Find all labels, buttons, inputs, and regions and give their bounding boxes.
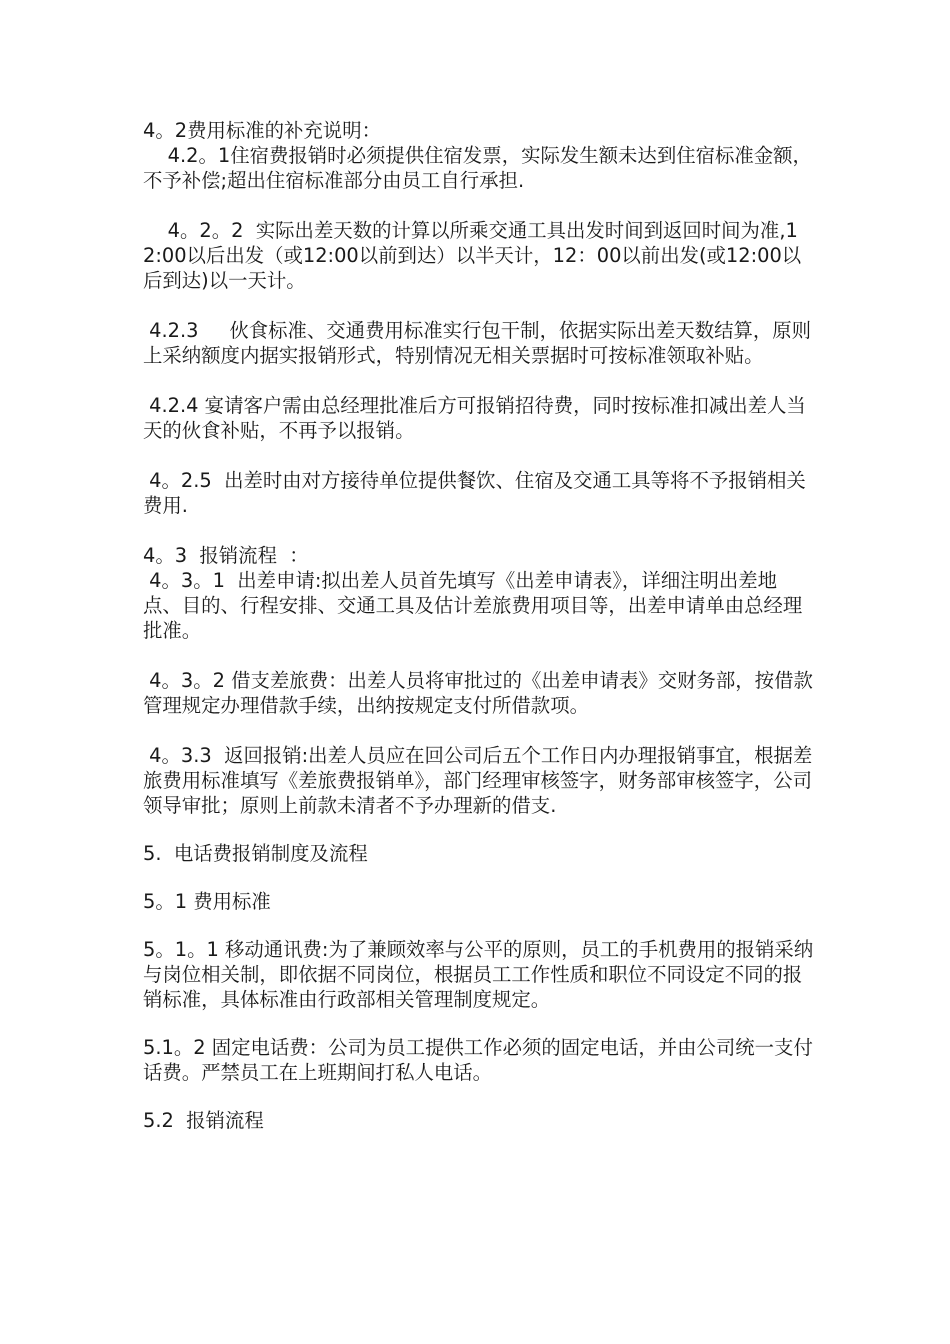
paragraph-4-3-3: 4。3.3 返回报销:出差人员应在回公司后五个工作日内办理报销事宜，根据差旅费用标准填写《差旅费报销单》，部门经理审核签字，财务部审核签字，公司领导审批；原则上前款未清者不予办理新的借支. xyxy=(143,744,813,817)
paragraph-5-1-2: 5.1。2 固定电话费：公司为员工提供工作必须的固定电话，并由公司统一支付话费。严禁员工在上班期间打私人电话。 xyxy=(143,1036,813,1084)
document-body xyxy=(143,118,815,1133)
paragraph-4-2-4: 4.2.4 宴请客户需由总经理批准后方可报销招待费，同时按标准扣减出差人当天的伙食补贴，不再予以报销。 xyxy=(143,394,806,442)
section-4-3-heading: 4。3 报销流程 ： xyxy=(143,544,309,567)
paragraph-4-2-1: 4.2。1住宿费报销时必须提供住宿发票，实际发生额未达到住宿标准金额，不予补偿;超出住宿标准部分由员工自行承担. xyxy=(143,144,812,192)
paragraph-4-3-1: 4。3。1 出差申请:拟出差人员首先填写《出差申请表》，详细注明出差地点、目的、行程安排、交通工具及估计差旅费用项目等，出差申请单由总经理批准。 xyxy=(143,569,803,642)
section-5-heading: 5. 电话费报销制度及流程 xyxy=(143,842,368,865)
section-4-2-heading: 4。2费用标准的补充说明： xyxy=(143,119,381,142)
section-5-1-heading: 5。1 费用标准 xyxy=(143,890,271,913)
paragraph-4-2-5: 4。2.5 出差时由对方接待单位提供餐饮、住宿及交通工具等将不予报销相关费用. xyxy=(143,469,806,517)
section-5-2-heading: 5.2 报销流程 xyxy=(143,1109,264,1132)
paragraph-4-2-3: 4.2.3 伙食标准、交通费用标准实行包干制，依据实际出差天数结算，原则上采纳额度内据实报销形式，特别情况无相关票据时可按标准领取补贴。 xyxy=(143,319,812,367)
paragraph-5-1-1: 5。1。1 移动通讯费:为了兼顾效率与公平的原则，员工的手机费用的报销采纳与岗位相关制，即依据不同岗位，根据员工工作性质和职位不同设定不同的报销标准，具体标准由行政部相关管理制度规定。 xyxy=(143,938,814,1011)
paragraph-4-3-2: 4。3。2 借支差旅费：出差人员将审批过的《出差申请表》交财务部，按借款管理规定办理借款手续，出纳按规定支付所借款项。 xyxy=(143,669,813,717)
paragraph-4-2-2: 4。2。2 实际出差天数的计算以所乘交通工具出发时间到返回时间为准,12:00以后出发（或12:00以前到达）以半天计，12：00以前出发(或12:00以后到达)以一天计。 xyxy=(143,219,802,292)
